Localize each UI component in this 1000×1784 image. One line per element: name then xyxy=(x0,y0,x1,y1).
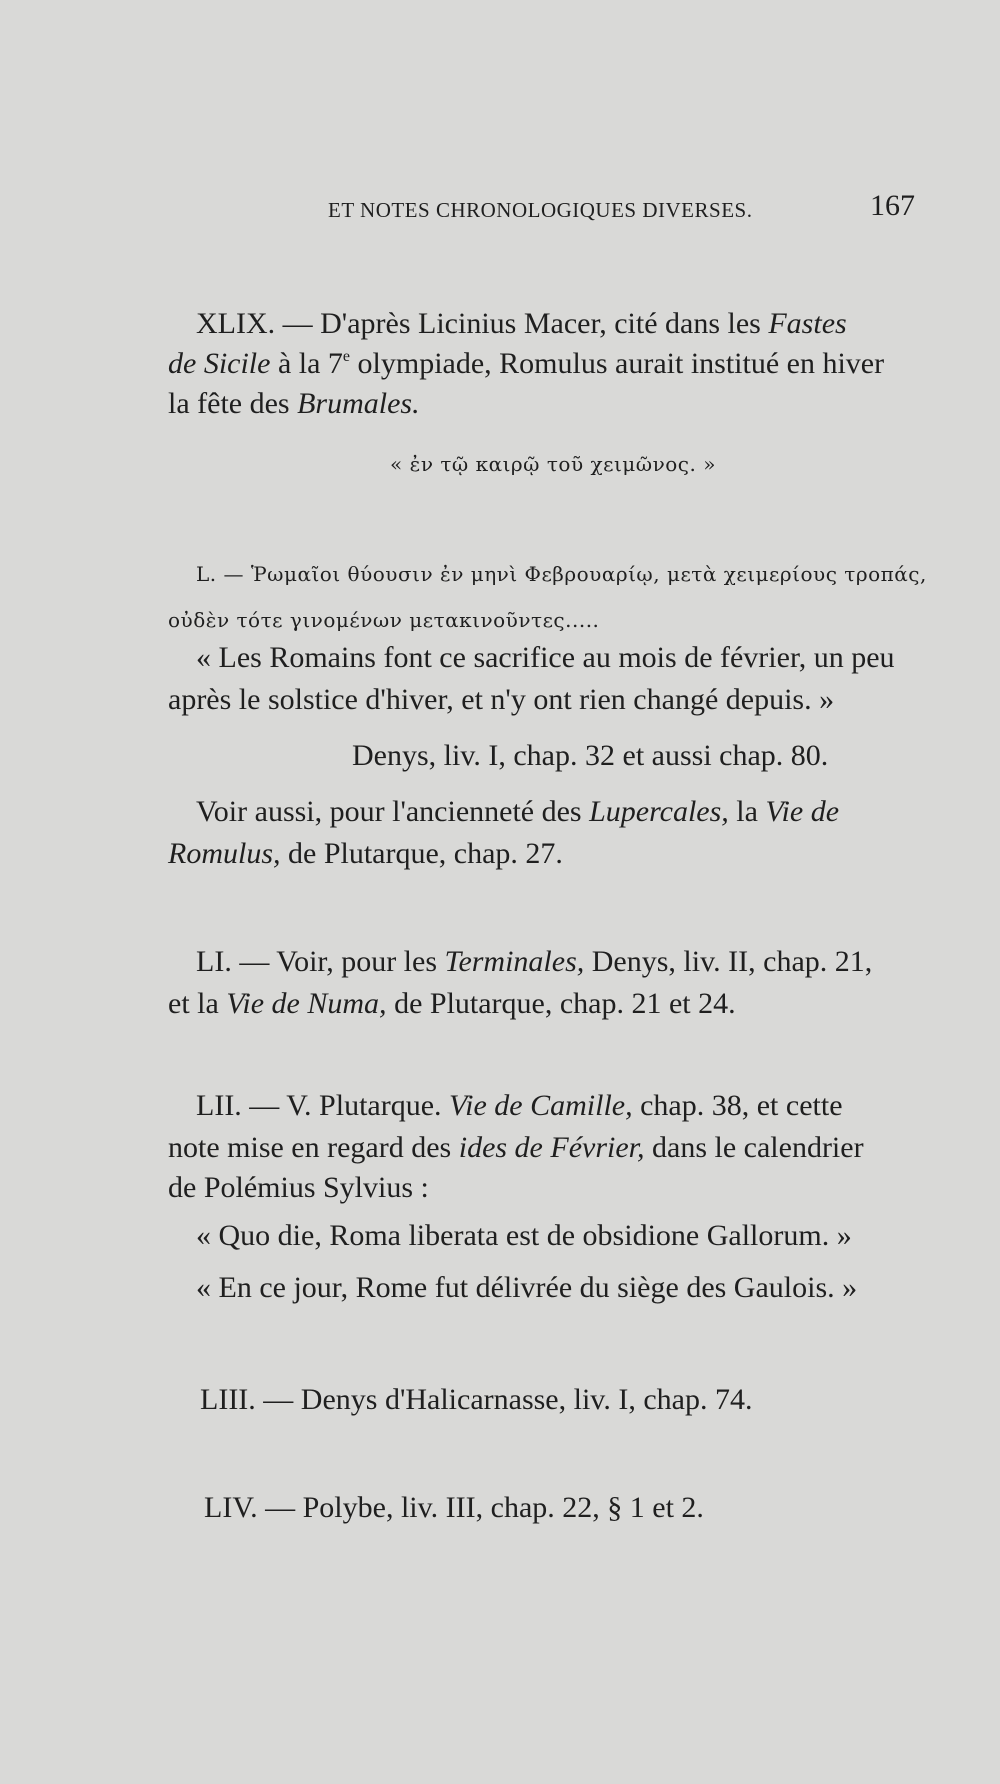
running-title: ET NOTES CHRONOLOGIQUES DIVERSES. xyxy=(328,198,753,222)
note-xlix-greek-quote: « ἐν τῷ καιρῷ τοῦ χειμῶνος. » xyxy=(390,452,716,476)
note-lii-latin-quote: « Quo die, Roma liberata est de obsidione Gallorum. » xyxy=(196,1219,852,1252)
note-liii: LIII. — Denys d'Halicarnasse, liv. I, chap. 74. xyxy=(200,1383,753,1416)
note-liv: LIV. — Polybe, liv. III, chap. 22, § 1 et 2. xyxy=(204,1491,704,1524)
note-l-see-also-line-1: Voir aussi, pour l'ancienneté des Lupercales, la Vie de xyxy=(196,795,840,828)
note-lii-line-2: note mise en regard des ides de Février, dans le calendrier xyxy=(168,1131,864,1164)
note-l-french-line-2: après le solstice d'hiver, et n'y ont rien changé depuis. » xyxy=(168,683,835,716)
note-l-french-line-1: « Les Romains font ce sacrifice au mois de février, un peu xyxy=(196,641,895,674)
note-lii-line-1: LII. — V. Plutarque. Vie de Camille, chap. 38, et cette xyxy=(196,1089,843,1122)
note-xlix-line-3: la fête des Brumales. xyxy=(168,387,420,420)
note-lii-french-quote: « En ce jour, Rome fut délivrée du siège des Gaulois. » xyxy=(196,1271,858,1304)
note-li-line-2: et la Vie de Numa, de Plutarque, chap. 21 et 24. xyxy=(168,987,736,1020)
note-l-see-also-line-2: Romulus, de Plutarque, chap. 27. xyxy=(168,837,563,870)
note-l-greek-line-2: οὐδὲν τότε γινομένων μετακινοῦντες..... xyxy=(168,608,600,632)
note-li-line-1: LI. — Voir, pour les Terminales, Denys, liv. II, chap. 21, xyxy=(196,945,873,978)
note-xlix-line-1: XLIX. — D'après Licinius Macer, cité dans les Fastes xyxy=(196,307,847,340)
note-lii-line-3: de Polémius Sylvius : xyxy=(168,1171,429,1204)
note-l-reference: Denys, liv. I, chap. 32 et aussi chap. 80. xyxy=(352,739,829,772)
page-number: 167 xyxy=(870,189,915,222)
note-xlix-line-2: de Sicile à la 7e olympiade, Romulus aurait institué en hiver xyxy=(168,347,885,380)
note-l-greek-line-1: L. — Ῥωμαῖοι θύουσιν ἐν μηνὶ Φεβρουαρίῳ, μετὰ χειμερίους τροπάς, xyxy=(196,562,927,586)
